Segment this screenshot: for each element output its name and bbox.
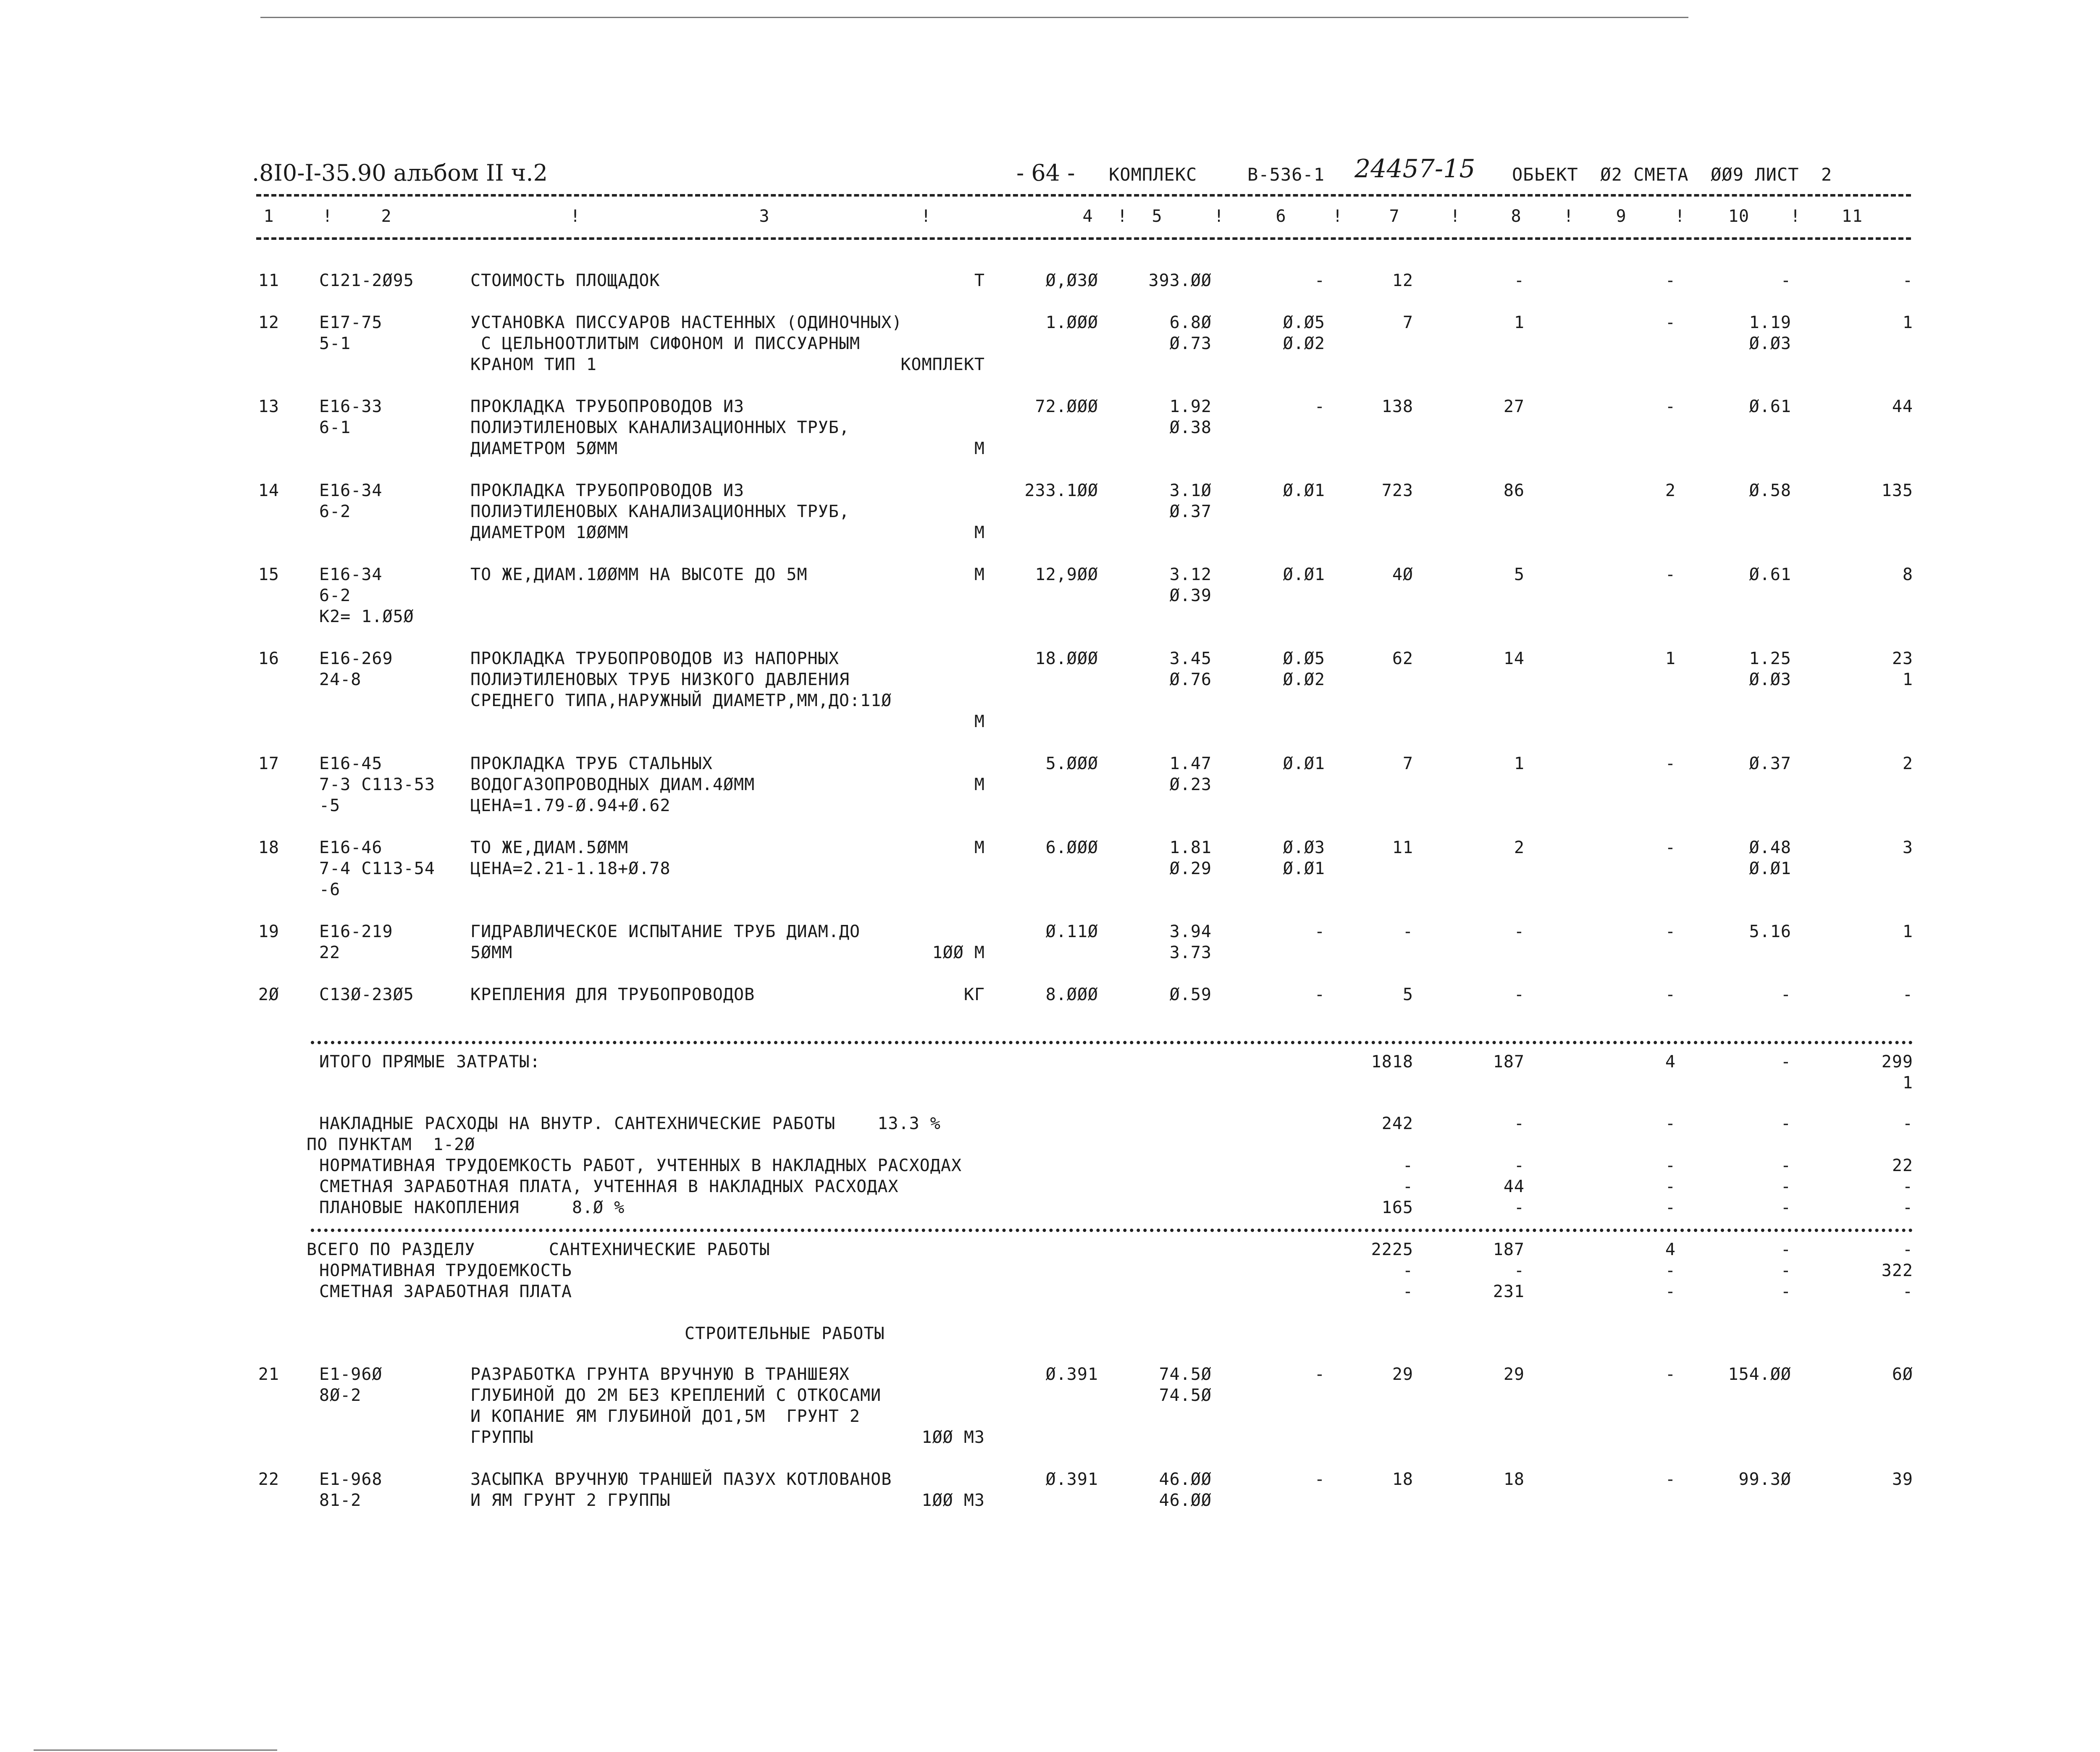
section-total-c10: - <box>1780 1261 1791 1280</box>
overhead-c8: - <box>1514 1198 1525 1217</box>
row-c2-cell: Е1-968 <box>319 1470 383 1489</box>
row-c4-cell: Ø.11Ø <box>1045 922 1098 941</box>
row-unit-cell: М <box>974 775 985 794</box>
row-c3-cell: И ЯМ ГРУНТ 2 ГРУППЫ <box>470 1491 671 1510</box>
row-c10-cell: 5.16 <box>1749 922 1791 941</box>
overhead-line: ПО ПУНКТАМ 1-2Ø <box>307 1135 475 1154</box>
page-number: - 64 - <box>1016 160 1075 186</box>
kompleks-code: В-536-1 <box>1247 164 1325 185</box>
row-c4-cell: Ø.391 <box>1045 1365 1098 1384</box>
overhead-c7: - <box>1402 1156 1413 1175</box>
row-c1-cell: 19 <box>258 922 279 941</box>
row-c3-cell: 5ØММ <box>470 943 513 962</box>
row-c8-cell: 18 <box>1503 1470 1525 1489</box>
overhead-c9: - <box>1665 1114 1676 1133</box>
column-separator: ! <box>1213 207 1225 226</box>
row-unit-cell: КОМПЛЕКТ <box>900 355 985 374</box>
row-c2-cell: 6-2 <box>319 502 351 521</box>
overhead-c7: - <box>1402 1177 1413 1196</box>
row-c3-cell: И КОПАНИЕ ЯМ ГЛУБИНОЙ ДО1,5М ГРУНТ 2 <box>470 1407 861 1426</box>
row-c7-cell: 29 <box>1392 1365 1413 1384</box>
row-c5-cell: 1.81 <box>1169 838 1212 857</box>
overhead-c7: 242 <box>1381 1114 1413 1133</box>
row-c2-cell: Е16-34 <box>319 565 383 584</box>
overhead-line: НОРМАТИВНАЯ ТРУДОЕМКОСТЬ РАБОТ, УЧТЕННЫХ В НАКЛАДНЫХ РАСХОДАХ <box>319 1156 962 1175</box>
row-c6-cell: Ø.Ø1 <box>1283 754 1325 773</box>
row-c1-cell: 15 <box>258 565 279 584</box>
row-c6-cell: Ø.Ø1 <box>1283 565 1325 584</box>
itogo-c11: 299 <box>1881 1052 1913 1072</box>
header-rule-bottom <box>256 237 1911 240</box>
row-c9-cell: - <box>1665 1365 1676 1384</box>
section-total-c11: - <box>1902 1282 1913 1301</box>
row-c5-cell: 3.1Ø <box>1169 481 1212 500</box>
overhead-c8: 44 <box>1503 1177 1525 1196</box>
row-c7-cell: 62 <box>1392 649 1413 668</box>
section-total-line: НОРМАТИВНАЯ ТРУДОЕМКОСТЬ <box>319 1261 572 1280</box>
column-header-6: 6 <box>1276 207 1286 226</box>
row-c10-cell: Ø.58 <box>1749 481 1791 500</box>
row-c1-cell: 13 <box>258 397 279 416</box>
row-c8-cell: 2 <box>1514 838 1525 857</box>
row-c3-cell: СРЕДНЕГО ТИПА,НАРУЖНЫЙ ДИАМЕТР,ММ,ДО:11Ø <box>470 691 892 710</box>
row-c8-cell: - <box>1514 985 1525 1004</box>
section-total-line: ВСЕГО ПО РАЗДЕЛУ САНТЕХНИЧЕСКИЕ РАБОТЫ <box>307 1240 770 1259</box>
row-c7-cell: 5 <box>1402 985 1413 1004</box>
row-c11-cell: 135 <box>1881 481 1913 500</box>
row-c11-cell: 2 <box>1902 754 1913 773</box>
row-unit-cell: М <box>974 838 985 857</box>
row-c3-cell: ЦЕНА=1.79-Ø.94+Ø.62 <box>470 796 671 815</box>
section-total-c9: - <box>1665 1282 1676 1301</box>
section-total-c11: - <box>1902 1240 1913 1259</box>
row-c8-cell: 86 <box>1503 481 1525 500</box>
row-c1-cell: 21 <box>258 1365 279 1384</box>
row-c1-cell: 16 <box>258 649 279 668</box>
row-unit-cell: М <box>974 523 985 542</box>
row-c5-cell: 46.ØØ <box>1159 1491 1212 1510</box>
column-header-11: 11 <box>1841 207 1863 226</box>
handwritten-code: 24457-15 <box>1354 154 1475 184</box>
row-c5-cell: Ø.37 <box>1169 502 1212 521</box>
row-c3-cell: ТО ЖЕ,ДИАМ.5ØММ <box>470 838 629 857</box>
row-c10-cell: 154.ØØ <box>1728 1365 1791 1384</box>
row-unit-cell: 1ØØ М3 <box>921 1428 985 1447</box>
overhead-c9: - <box>1665 1156 1676 1175</box>
row-c11-cell: 1 <box>1902 670 1913 689</box>
row-c2-cell: 5-1 <box>319 334 351 353</box>
row-c6-cell: Ø.Ø3 <box>1283 838 1325 857</box>
row-c3-cell: РАЗРАБОТКА ГРУНТА ВРУЧНУЮ В ТРАНШЕЯХ <box>470 1365 850 1384</box>
row-c4-cell: 233.1ØØ <box>1024 481 1098 500</box>
row-c11-cell: 39 <box>1892 1470 1913 1489</box>
column-separator: ! <box>1563 207 1574 226</box>
overhead-c9: - <box>1665 1198 1676 1217</box>
row-c3-cell: ПОЛИЭТИЛЕНОВЫХ КАНАЛИЗАЦИОННЫХ ТРУБ, <box>470 502 850 521</box>
column-header-2: 2 <box>381 207 392 226</box>
row-c6-cell: - <box>1314 1365 1325 1384</box>
row-c3-cell: ПРОКЛАДКА ТРУБОПРОВОДОВ ИЗ НАПОРНЫХ <box>470 649 839 668</box>
row-c2-cell: Е16-269 <box>319 649 393 668</box>
row-c6-cell: - <box>1314 1470 1325 1489</box>
row-c2-cell: -6 <box>319 880 341 899</box>
row-c3-cell: ГИДРАВЛИЧЕСКОЕ ИСПЫТАНИЕ ТРУБ ДИАМ.ДО <box>470 922 861 941</box>
row-c10-cell: Ø.37 <box>1749 754 1791 773</box>
row-unit-cell: Т <box>974 271 985 290</box>
column-separator: ! <box>570 207 581 226</box>
row-c8-cell: - <box>1514 271 1525 290</box>
row-c2-cell: Е16-45 <box>319 754 383 773</box>
section-total-c8: - <box>1514 1261 1525 1280</box>
row-c4-cell: 6.ØØØ <box>1045 838 1098 857</box>
row-c1-cell: 2Ø <box>258 985 279 1004</box>
row-c5-cell: 1.47 <box>1169 754 1212 773</box>
row-c10-cell: 1.25 <box>1749 649 1791 668</box>
row-c8-cell: 5 <box>1514 565 1525 584</box>
row-c10-cell: 99.3Ø <box>1738 1470 1791 1489</box>
overhead-c10: - <box>1780 1156 1791 1175</box>
row-c10-cell: Ø.61 <box>1749 397 1791 416</box>
row-c11-cell: 3 <box>1902 838 1913 857</box>
row-c9-cell: 1 <box>1665 649 1676 668</box>
row-unit-cell: М <box>974 565 985 584</box>
bottom-scan-line <box>34 1749 277 1751</box>
section-total-c9: 4 <box>1665 1240 1676 1259</box>
row-c7-cell: 4Ø <box>1392 565 1413 584</box>
itogo-c10: - <box>1780 1052 1791 1072</box>
row-c5-cell: 46.ØØ <box>1159 1470 1212 1489</box>
row-c8-cell: 1 <box>1514 754 1525 773</box>
row-c6-cell: Ø.Ø5 <box>1283 649 1325 668</box>
section-total-c7: - <box>1402 1282 1413 1301</box>
row-c2-cell: Е16-33 <box>319 397 383 416</box>
row-c11-cell: 6Ø <box>1892 1365 1913 1384</box>
row-c3-cell: КРАНОМ ТИП 1 <box>470 355 597 374</box>
overhead-c10: - <box>1780 1114 1791 1133</box>
row-c7-cell: 138 <box>1381 397 1413 416</box>
row-c4-cell: 12,9ØØ <box>1035 565 1098 584</box>
row-c2-cell: 24-8 <box>319 670 362 689</box>
column-header-4: 4 <box>1082 207 1093 226</box>
row-c3-cell: ДИАМЕТРОМ 1ØØММ <box>470 523 629 542</box>
row-c2-cell: 7-3 С113-53 <box>319 775 435 794</box>
row-c7-cell: 723 <box>1381 481 1413 500</box>
row-unit-cell: КГ <box>963 985 985 1004</box>
row-c2-cell: С121-2Ø95 <box>319 271 414 290</box>
column-separator: ! <box>322 207 333 226</box>
row-c3-cell: ПОЛИЭТИЛЕНОВЫХ КАНАЛИЗАЦИОННЫХ ТРУБ, <box>470 418 850 437</box>
row-c9-cell: - <box>1665 922 1676 941</box>
row-c8-cell: 14 <box>1503 649 1525 668</box>
row-c5-cell: Ø.76 <box>1169 670 1212 689</box>
column-separator: ! <box>1790 207 1801 226</box>
album-title: .8I0-I-35.90 альбом II ч.2 <box>252 160 548 186</box>
row-c6-cell: Ø.Ø5 <box>1283 313 1325 332</box>
row-c2-cell: К2= 1.Ø5Ø <box>319 607 414 626</box>
row-c10-cell: Ø.Ø3 <box>1749 334 1791 353</box>
row-c2-cell: Е16-46 <box>319 838 383 857</box>
top-scan-line <box>260 17 1688 18</box>
row-c11-cell: - <box>1902 271 1913 290</box>
kompleks-label: КОМПЛЕКС <box>1109 164 1197 185</box>
row-c5-cell: Ø.29 <box>1169 859 1212 878</box>
row-c3-cell: ГРУППЫ <box>470 1428 534 1447</box>
row-c5-cell: 3.94 <box>1169 922 1212 941</box>
row-c5-cell: 393.ØØ <box>1148 271 1212 290</box>
overhead-c11: 22 <box>1892 1156 1913 1175</box>
row-c10-cell: Ø.61 <box>1749 565 1791 584</box>
row-c4-cell: 8.ØØØ <box>1045 985 1098 1004</box>
row-c11-cell: - <box>1902 985 1913 1004</box>
object-sheet-info: ОБЬЕКТ Ø2 СМЕТА ØØ9 ЛИСТ 2 <box>1512 164 1832 185</box>
row-c10-cell: Ø.48 <box>1749 838 1791 857</box>
row-c5-cell: 6.8Ø <box>1169 313 1212 332</box>
row-c4-cell: Ø,Ø3Ø <box>1045 271 1098 290</box>
row-c5-cell: Ø.23 <box>1169 775 1212 794</box>
column-header-5: 5 <box>1152 207 1163 226</box>
row-c11-cell: 1 <box>1902 313 1913 332</box>
overhead-c11: - <box>1902 1198 1913 1217</box>
overhead-c11: - <box>1902 1177 1913 1196</box>
row-c6-cell: - <box>1314 271 1325 290</box>
row-c2-cell: Е16-219 <box>319 922 393 941</box>
column-header-3: 3 <box>759 207 770 226</box>
row-c2-cell: 6-2 <box>319 586 351 605</box>
row-c7-cell: 7 <box>1402 754 1413 773</box>
row-c5-cell: 3.73 <box>1169 943 1212 962</box>
row-c10-cell: 1.19 <box>1749 313 1791 332</box>
row-c6-cell: - <box>1314 922 1325 941</box>
row-c3-cell: ВОДОГАЗОПРОВОДНЫХ ДИАМ.4ØММ <box>470 775 755 794</box>
itogo-c7: 1818 <box>1371 1052 1413 1072</box>
column-separator: ! <box>1675 207 1685 226</box>
row-c6-cell: - <box>1314 985 1325 1004</box>
row-c6-cell: - <box>1314 397 1325 416</box>
row-c3-cell: ЗАСЫПКА ВРУЧНУЮ ТРАНШЕЙ ПАЗУХ КОТЛОВАНОВ <box>470 1470 892 1489</box>
row-c3-cell: КРЕПЛЕНИЯ ДЛЯ ТРУБОПРОВОДОВ <box>470 985 755 1004</box>
row-c2-cell: С13Ø-23Ø5 <box>319 985 414 1004</box>
row-c3-cell: ПОЛИЭТИЛЕНОВЫХ ТРУБ НИЗКОГО ДАВЛЕНИЯ <box>470 670 850 689</box>
section-total-c8: 187 <box>1493 1240 1525 1259</box>
section-total-line: СМЕТНАЯ ЗАРАБОТНАЯ ПЛАТА <box>319 1282 572 1301</box>
row-c1-cell: 12 <box>258 313 279 332</box>
row-unit-cell: 1ØØ М <box>932 943 985 962</box>
row-c11-cell: 23 <box>1892 649 1913 668</box>
row-c5-cell: 1.92 <box>1169 397 1212 416</box>
row-c6-cell: Ø.Ø2 <box>1283 670 1325 689</box>
row-c3-cell: ПРОКЛАДКА ТРУБ СТАЛЬНЫХ <box>470 754 713 773</box>
column-header-9: 9 <box>1616 207 1627 226</box>
dotted-divider <box>311 1041 1913 1044</box>
row-c2-cell: -5 <box>319 796 341 815</box>
row-c5-cell: 74.5Ø <box>1159 1365 1212 1384</box>
row-c4-cell: 5.ØØØ <box>1045 754 1098 773</box>
row-c9-cell: - <box>1665 397 1676 416</box>
section-total-c9: - <box>1665 1261 1676 1280</box>
row-c8-cell: 1 <box>1514 313 1525 332</box>
row-c9-cell: - <box>1665 313 1676 332</box>
row-c1-cell: 14 <box>258 481 279 500</box>
overhead-c10: - <box>1780 1198 1791 1217</box>
row-c7-cell: - <box>1402 922 1413 941</box>
overhead-line: СМЕТНАЯ ЗАРАБОТНАЯ ПЛАТА, УЧТЕННАЯ В НАКЛАДНЫХ РАСХОДАХ <box>319 1177 899 1196</box>
row-c2-cell: 7-4 С113-54 <box>319 859 435 878</box>
row-c10-cell: - <box>1780 985 1791 1004</box>
row-c2-cell: Е17-75 <box>319 313 383 332</box>
overhead-c8: - <box>1514 1114 1525 1133</box>
row-c3-cell: ДИАМЕТРОМ 5ØММ <box>470 439 618 458</box>
column-separator: ! <box>921 207 932 226</box>
row-c10-cell: - <box>1780 271 1791 290</box>
row-c1-cell: 11 <box>258 271 279 290</box>
row-c5-cell: Ø.38 <box>1169 418 1212 437</box>
row-c6-cell: Ø.Ø1 <box>1283 481 1325 500</box>
row-c5-cell: 3.12 <box>1169 565 1212 584</box>
column-separator: ! <box>1117 207 1128 226</box>
row-c1-cell: 17 <box>258 754 279 773</box>
row-c11-cell: 8 <box>1902 565 1913 584</box>
row-c5-cell: 74.5Ø <box>1159 1386 1212 1405</box>
row-c9-cell: - <box>1665 271 1676 290</box>
row-c9-cell: - <box>1665 838 1676 857</box>
row-c8-cell: - <box>1514 922 1525 941</box>
itogo-c11-extra: 1 <box>1902 1073 1913 1093</box>
row-c7-cell: 12 <box>1392 271 1413 290</box>
row-c5-cell: 3.45 <box>1169 649 1212 668</box>
row-c6-cell: Ø.Ø1 <box>1283 859 1325 878</box>
row-unit-cell: М <box>974 712 985 731</box>
section-title: СТРОИТЕЛЬНЫЕ РАБОТЫ <box>685 1324 885 1343</box>
row-c4-cell: 18.ØØØ <box>1035 649 1098 668</box>
row-c9-cell: - <box>1665 985 1676 1004</box>
column-header-10: 10 <box>1728 207 1750 226</box>
row-c3-cell: ТО ЖЕ,ДИАМ.1ØØММ НА ВЫСОТЕ ДО 5М <box>470 565 808 584</box>
row-c3-cell: ЦЕНА=2.21-1.18+Ø.78 <box>470 859 671 878</box>
row-c9-cell: - <box>1665 1470 1676 1489</box>
row-c3-cell: ПРОКЛАДКА ТРУБОПРОВОДОВ ИЗ <box>470 481 745 500</box>
row-c2-cell: 22 <box>319 943 341 962</box>
row-c10-cell: Ø.Ø1 <box>1749 859 1791 878</box>
row-c4-cell: 72.ØØØ <box>1035 397 1098 416</box>
overhead-c7: 165 <box>1381 1198 1413 1217</box>
overhead-c8: - <box>1514 1156 1525 1175</box>
row-c10-cell: Ø.Ø3 <box>1749 670 1791 689</box>
section-total-c7: 2225 <box>1371 1240 1413 1259</box>
row-c6-cell: Ø.Ø2 <box>1283 334 1325 353</box>
row-c2-cell: 6-1 <box>319 418 351 437</box>
column-header-1: 1 <box>263 207 274 226</box>
row-c8-cell: 27 <box>1503 397 1525 416</box>
row-c3-cell: ПРОКЛАДКА ТРУБОПРОВОДОВ ИЗ <box>470 397 745 416</box>
column-header-7: 7 <box>1389 207 1400 226</box>
section-total-c10: - <box>1780 1282 1791 1301</box>
row-c7-cell: 18 <box>1392 1470 1413 1489</box>
column-separator: ! <box>1450 207 1461 226</box>
row-c9-cell: - <box>1665 565 1676 584</box>
column-separator: ! <box>1332 207 1343 226</box>
row-c11-cell: 44 <box>1892 397 1913 416</box>
row-c2-cell: Е1-96Ø <box>319 1365 383 1384</box>
column-header-8: 8 <box>1511 207 1522 226</box>
row-c7-cell: 7 <box>1402 313 1413 332</box>
dotted-divider <box>311 1229 1913 1232</box>
row-c9-cell: - <box>1665 754 1676 773</box>
section-total-c7: - <box>1402 1261 1413 1280</box>
row-c4-cell: Ø.391 <box>1045 1470 1098 1489</box>
itogo-c8: 187 <box>1493 1052 1525 1072</box>
row-c11-cell: 1 <box>1902 922 1913 941</box>
row-c1-cell: 22 <box>258 1470 279 1489</box>
row-c7-cell: 11 <box>1392 838 1413 857</box>
overhead-c9: - <box>1665 1177 1676 1196</box>
row-c3-cell: СТОИМОСТЬ ПЛОЩАДОК <box>470 271 660 290</box>
section-total-c8: 231 <box>1493 1282 1525 1301</box>
overhead-line: НАКЛАДНЫЕ РАСХОДЫ НА ВНУТР. САНТЕХНИЧЕСКИЕ РАБОТЫ 13.3 % <box>319 1114 941 1133</box>
row-c5-cell: Ø.39 <box>1169 586 1212 605</box>
row-c5-cell: Ø.59 <box>1169 985 1212 1004</box>
row-c3-cell: С ЦЕЛЬНООТЛИТЫМ СИФОНОМ И ПИССУАРНЫМ <box>470 334 861 353</box>
row-c5-cell: Ø.73 <box>1169 334 1212 353</box>
row-c9-cell: 2 <box>1665 481 1676 500</box>
overhead-c11: - <box>1902 1114 1913 1133</box>
row-c8-cell: 29 <box>1503 1365 1525 1384</box>
row-c4-cell: 1.ØØØ <box>1045 313 1098 332</box>
row-unit-cell: 1ØØ М3 <box>921 1491 985 1510</box>
header-rule-top <box>256 194 1911 197</box>
section-total-c10: - <box>1780 1240 1791 1259</box>
row-c3-cell: УСТАНОВКА ПИССУАРОВ НАСТЕННЫХ (ОДИНОЧНЫХ) <box>470 313 903 332</box>
row-c2-cell: Е16-34 <box>319 481 383 500</box>
row-c1-cell: 18 <box>258 838 279 857</box>
row-c3-cell: ГЛУБИНОЙ ДО 2М БЕЗ КРЕПЛЕНИЙ С ОТКОСАМИ <box>470 1386 882 1405</box>
row-unit-cell: М <box>974 439 985 458</box>
section-total-c11: 322 <box>1881 1261 1913 1280</box>
itogo-label: ИТОГО ПРЯМЫЕ ЗАТРАТЫ: <box>319 1052 541 1072</box>
row-c2-cell: 81-2 <box>319 1491 362 1510</box>
row-c2-cell: 8Ø-2 <box>319 1386 362 1405</box>
overhead-c10: - <box>1780 1177 1791 1196</box>
itogo-c9: 4 <box>1665 1052 1676 1072</box>
overhead-line: ПЛАНОВЫЕ НАКОПЛЕНИЯ 8.Ø % <box>319 1198 625 1217</box>
